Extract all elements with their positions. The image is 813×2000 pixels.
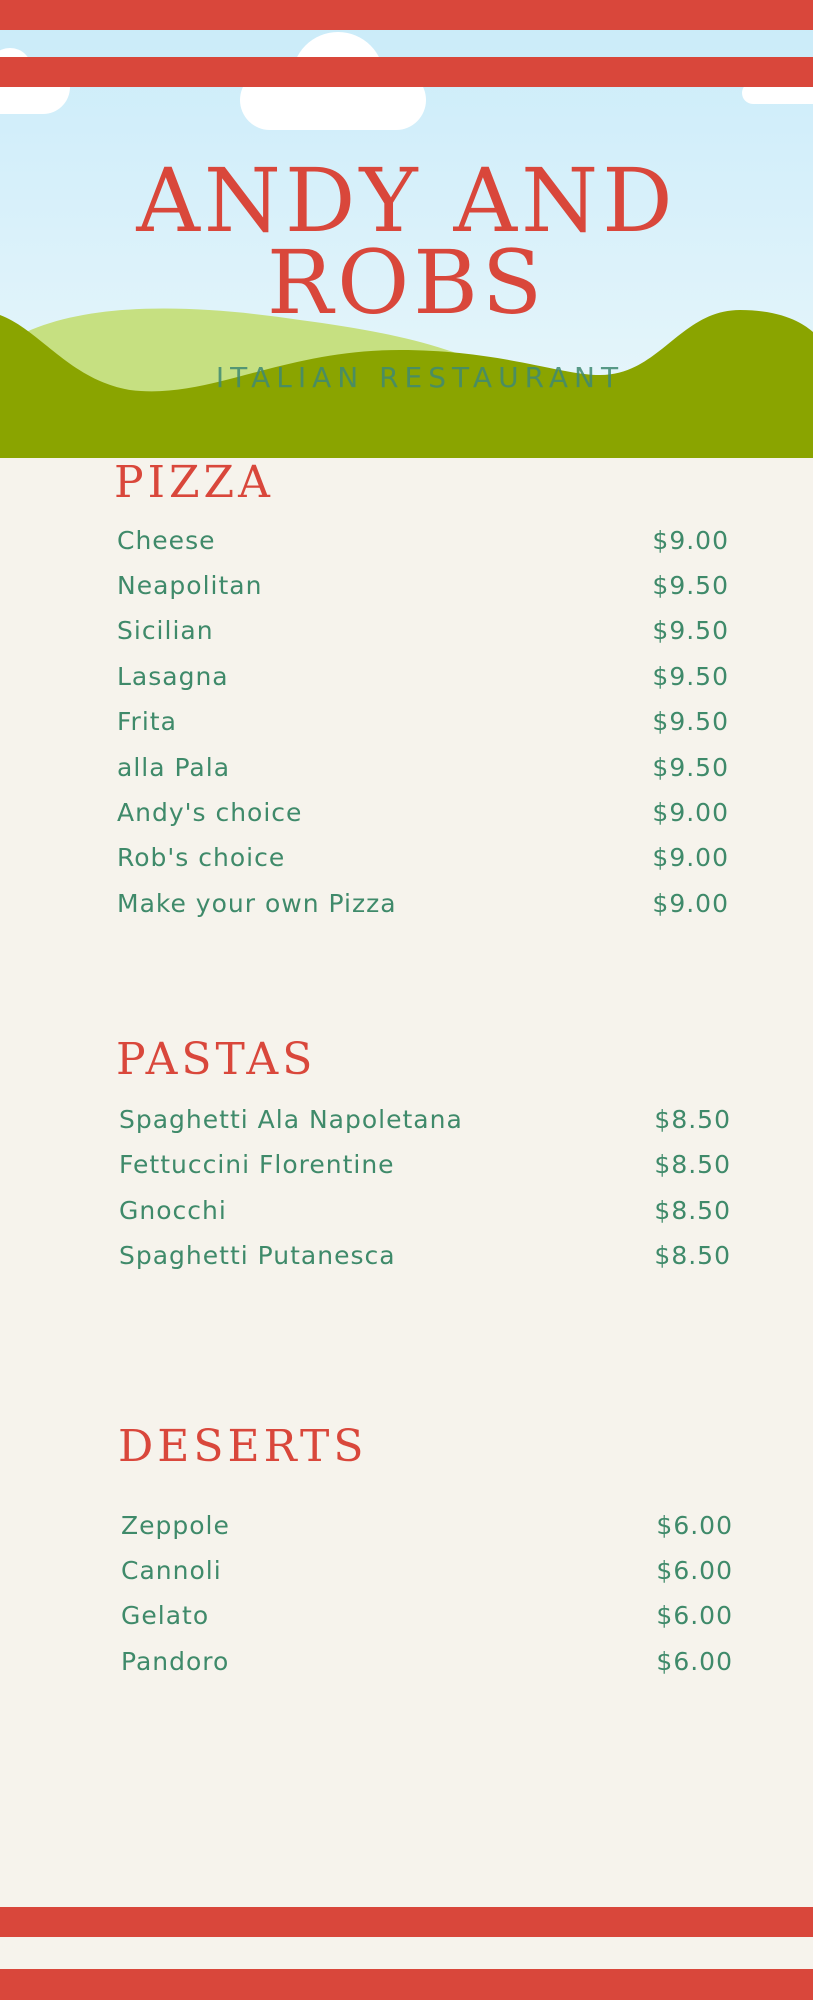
item-price: $9.00: [652, 889, 729, 918]
item-name: Zeppole: [121, 1511, 230, 1540]
item-price: $9.50: [652, 707, 729, 736]
item-price: $6.00: [656, 1601, 733, 1630]
item-name: Make your own Pizza: [117, 889, 397, 918]
item-price: $8.50: [654, 1105, 731, 1134]
item-name: Sicilian: [117, 616, 214, 645]
item-price: $8.50: [654, 1150, 731, 1179]
item-price: $9.50: [652, 616, 729, 645]
menu-item: [119, 1241, 731, 1275]
menu-item: [121, 1647, 733, 1681]
section-title-deserts: DESERTS: [118, 1421, 368, 1472]
item-price: $9.00: [652, 798, 729, 827]
menu-item: [117, 707, 729, 741]
item-name: Gnocchi: [119, 1196, 227, 1225]
item-price: $9.00: [652, 526, 729, 555]
item-price: $8.50: [654, 1241, 731, 1270]
item-price: $8.50: [654, 1196, 731, 1225]
item-name: Fettuccini Florentine: [119, 1150, 395, 1179]
title-line-1: ANDY AND: [136, 149, 677, 252]
section-title-pizza: PIZZA: [114, 457, 274, 508]
item-name: Pandoro: [121, 1647, 230, 1676]
item-name: Cheese: [117, 526, 216, 555]
top-stripe: [0, 57, 813, 87]
item-price: $6.00: [656, 1556, 733, 1585]
item-name: Andy's choice: [117, 798, 303, 827]
item-name: Gelato: [121, 1601, 210, 1630]
restaurant-subtitle: ITALIAN RESTAURANT: [215, 361, 625, 394]
item-price: $9.50: [652, 753, 729, 782]
item-name: Rob's choice: [117, 843, 286, 872]
restaurant-name: [0, 149, 813, 334]
menu-item: [117, 798, 729, 832]
top-stripe: [0, 0, 813, 30]
menu-item: [119, 1105, 731, 1139]
item-name: Spaghetti Putanesca: [119, 1241, 396, 1270]
menu-item: [117, 616, 729, 650]
menu-item: [121, 1511, 733, 1545]
item-price: $9.00: [652, 843, 729, 872]
menu-item: [117, 889, 729, 923]
menu-item: [119, 1196, 731, 1230]
menu-item: [117, 843, 729, 877]
item-name: alla Pala: [117, 753, 231, 782]
item-name: Lasagna: [117, 662, 229, 691]
item-price: $9.50: [652, 571, 729, 600]
menu-item: [117, 662, 729, 696]
item-price: $6.00: [656, 1647, 733, 1676]
item-price: $9.50: [652, 662, 729, 691]
menu-item: [117, 753, 729, 787]
title-line-2: ROBS: [266, 231, 547, 334]
item-name: Cannoli: [121, 1556, 222, 1585]
section-title-pastas: PASTAS: [116, 1034, 317, 1085]
bottom-stripe: [0, 1907, 813, 1937]
item-price: $6.00: [656, 1511, 733, 1540]
bottom-stripe: [0, 1969, 813, 2000]
menu-item: [121, 1601, 733, 1635]
item-name: Neapolitan: [117, 571, 263, 600]
item-name: Spaghetti Ala Napoletana: [119, 1105, 463, 1134]
header-banner: [0, 0, 813, 458]
menu-item: [117, 526, 729, 560]
menu-item: [119, 1150, 731, 1184]
menu-item: [117, 571, 729, 605]
menu-item: [121, 1556, 733, 1590]
item-name: Frita: [117, 707, 177, 736]
